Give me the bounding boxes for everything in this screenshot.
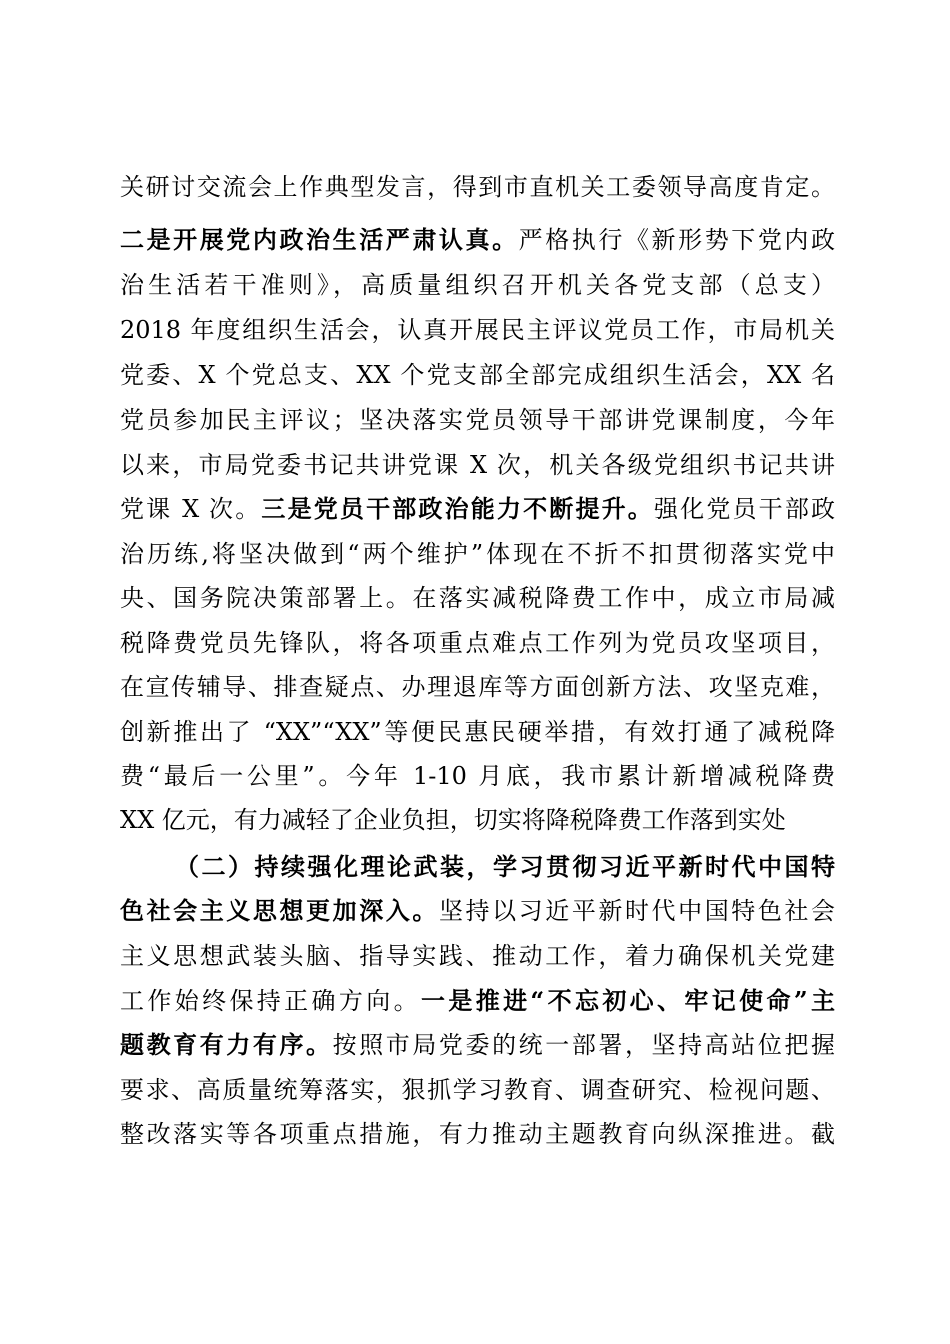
section-heading-line (175, 847, 835, 887)
text-run: 整改落实等各项重点措施，有力推动主题教育向纵深推进。截 (120, 1120, 835, 1148)
text-line-22 (120, 1114, 835, 1154)
text-run: 党员参加民主评议；坚决落实党员领导干部讲党课制度，今年 (120, 406, 835, 434)
text-run: 治历练,将坚决做到“两个维护”体现在不折不扣贯彻落实党中 (120, 540, 835, 568)
bold-heading-run: 一是推进“不忘初心、牢记使命”主 (420, 986, 836, 1015)
text-line-8 (120, 489, 835, 529)
text-run: 以来，市局党委书记共讲党课 X 次，机关各级党组织书记共讲 (120, 451, 835, 479)
text-line-2 (120, 220, 835, 260)
text-line-5 (120, 355, 835, 395)
text-run: 2018 年度组织生活会，认真开展民主评议党员工作，市局机关 (120, 316, 835, 344)
text-line-14 (120, 756, 835, 796)
bold-heading-run: 题教育有力有序。 (120, 1030, 333, 1059)
text-run: 要求、高质量统筹落实，狠抓学习教育、调查研究、检视问题、 (120, 1076, 835, 1104)
text-line-12 (120, 667, 835, 707)
text-line-9 (120, 534, 835, 574)
text-run: XX 亿元，有力减轻了企业负担，切实将降税降费工作落到实处 (120, 806, 786, 834)
text-run: 坚持以习近平新时代中国特色社会 (438, 897, 836, 925)
section-heading-run: （二）持续强化理论武装，学习贯彻习近平新时代中国特 (175, 852, 835, 881)
text-line-3 (120, 265, 835, 305)
text-run: 强化党员干部政 (653, 495, 836, 523)
text-run: 费“最后一公里”。今年 1-10 月底，我市累计新增减税降费 (120, 762, 835, 790)
text-line-10 (120, 578, 835, 618)
text-run: 央、国务院决策部署上。在落实减税降费工作中，成立市局减 (120, 584, 835, 612)
text-line-17 (120, 891, 835, 931)
text-run: 按照市局党委的统一部署，坚持高站位把握 (332, 1031, 836, 1059)
text-line-15 (120, 800, 835, 840)
text-run: 创新推出了 “XX”“XX”等便民惠民硬举措，有效打通了减税降 (120, 718, 835, 746)
text-run: 严格执行《新形势下党内政 (518, 226, 836, 254)
text-run: 工作始终保持正确方向。 (120, 987, 421, 1015)
text-line-11 (120, 623, 835, 663)
text-line-4 (120, 310, 835, 350)
text-run: 关研讨交流会上作典型发言，得到市直机关工委领导高度肯定。 (120, 173, 835, 201)
text-run: 党课 X 次。 (120, 495, 262, 523)
text-line-13 (120, 712, 835, 752)
text-run: 主义思想武装头脑、指导实践、推动工作，着力确保机关党建 (120, 942, 835, 970)
text-line-18 (120, 936, 835, 976)
text-run: 税降费党员先锋队，将各项重点难点工作列为党员攻坚项目， (120, 629, 835, 657)
text-run: 在宣传辅导、排查疑点、办理退库等方面创新方法、攻坚克难， (120, 673, 835, 701)
bold-heading-run: 三是党员干部政治能力不断提升。 (261, 494, 654, 523)
text-line-6 (120, 400, 835, 440)
text-run: 治生活若干准则》，高质量组织召开机关各党支部（总支） (120, 271, 835, 299)
text-line-19 (120, 981, 835, 1021)
section-heading-run: 色社会主义思想更加深入。 (120, 896, 439, 925)
bold-heading-run: 二是开展党内政治生活严肃认真。 (120, 225, 519, 254)
text-line-21 (120, 1070, 835, 1110)
text-line-7 (120, 445, 835, 485)
text-run: 党委、X 个党总支、XX 个党支部全部完成组织生活会，XX 名 (120, 361, 835, 389)
text-line-1 (120, 167, 835, 207)
text-line-20 (120, 1025, 835, 1065)
